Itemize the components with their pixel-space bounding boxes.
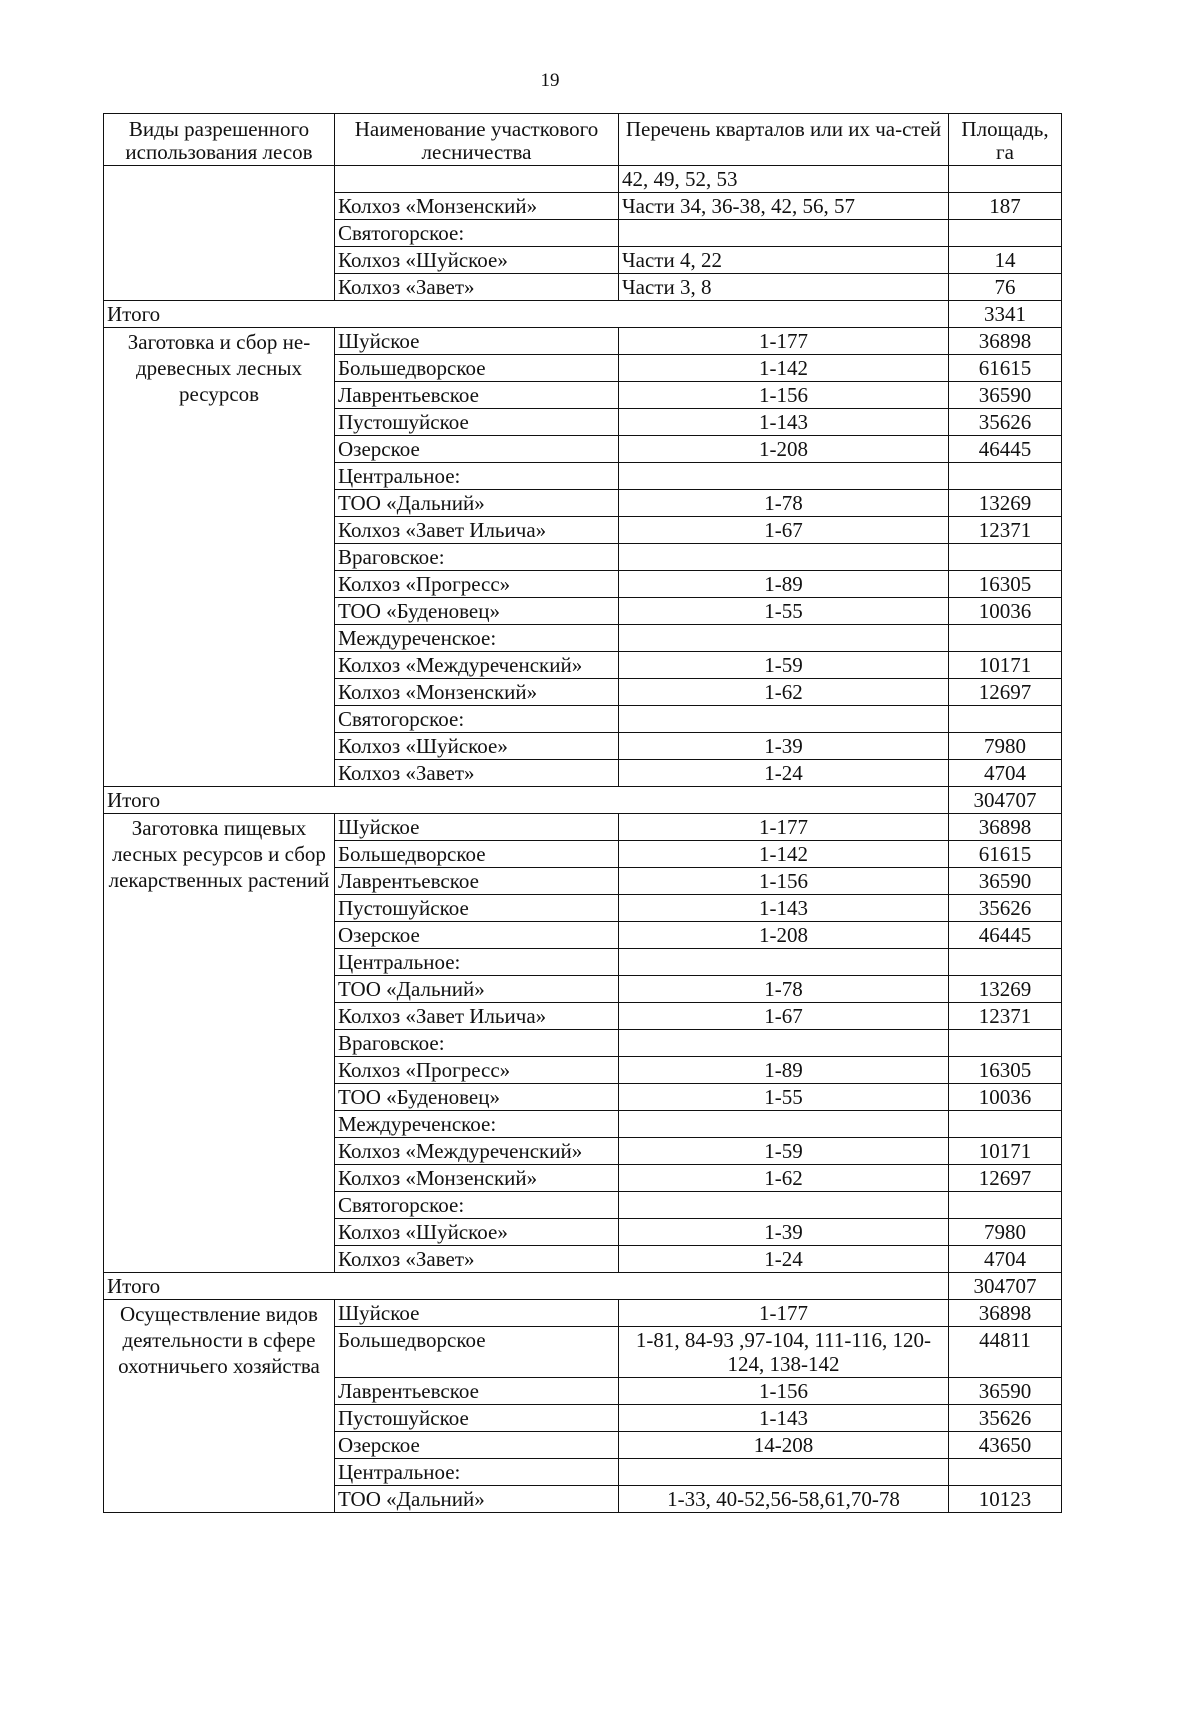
table-row: [104, 328, 1062, 355]
area-cell: [949, 166, 1062, 193]
forestry-cell: Колхоз «Монзенский»: [335, 193, 619, 220]
area-cell: 12697: [949, 679, 1062, 706]
area-cell: 35626: [949, 409, 1062, 436]
forestry-cell: Междуреченское:: [335, 625, 619, 652]
forestry-cell: Пустошуйское: [335, 1405, 619, 1432]
forestry-cell: Враговское:: [335, 544, 619, 571]
quarters-cell: 1-208: [619, 436, 949, 463]
total-value: 304707: [949, 787, 1062, 814]
quarters-cell: 1-89: [619, 1057, 949, 1084]
total-value: 304707: [949, 1273, 1062, 1300]
quarters-cell: 1-177: [619, 814, 949, 841]
forestry-cell: [335, 166, 619, 193]
forestry-cell: ТОО «Дальний»: [335, 490, 619, 517]
quarters-cell: [619, 544, 949, 571]
use-cell-continued: [104, 166, 335, 301]
table-header-row: [104, 114, 1062, 166]
area-cell: 4704: [949, 1246, 1062, 1273]
forestry-cell: Междуреченское:: [335, 1111, 619, 1138]
quarters-cell: [619, 949, 949, 976]
quarters-cell: 1-67: [619, 1003, 949, 1030]
use-cell: Заготовка пищевых лесных ресурсов и сбор лекарственных растений: [104, 814, 335, 1273]
area-cell: [949, 706, 1062, 733]
quarters-cell: 1-143: [619, 895, 949, 922]
forestry-cell: ТОО «Дальний»: [335, 1486, 619, 1513]
quarters-cell: 1-156: [619, 382, 949, 409]
quarters-cell: 1-156: [619, 1378, 949, 1405]
area-cell: 46445: [949, 436, 1062, 463]
area-cell: 61615: [949, 355, 1062, 382]
forestry-cell: Пустошуйское: [335, 895, 619, 922]
area-cell: 10171: [949, 1138, 1062, 1165]
area-cell: [949, 1030, 1062, 1057]
quarters-cell: 1-177: [619, 328, 949, 355]
forestry-cell: Большедворское: [335, 355, 619, 382]
quarters-cell: 1-142: [619, 841, 949, 868]
area-cell: 36590: [949, 1378, 1062, 1405]
area-cell: [949, 1111, 1062, 1138]
area-cell: [949, 544, 1062, 571]
forestry-cell: Лаврентьевское: [335, 1378, 619, 1405]
forestry-cell: Святогорское:: [335, 706, 619, 733]
forestry-cell: Колхоз «Междуреченский»: [335, 652, 619, 679]
forestry-cell: Колхоз «Завет»: [335, 1246, 619, 1273]
forestry-cell: ТОО «Дальний»: [335, 976, 619, 1003]
quarters-cell: 1-208: [619, 922, 949, 949]
forestry-cell: Колхоз «Шуйское»: [335, 247, 619, 274]
quarters-cell: 1-89: [619, 571, 949, 598]
quarters-cell: 1-59: [619, 652, 949, 679]
forestry-cell: Центральное:: [335, 1459, 619, 1486]
area-cell: 16305: [949, 1057, 1062, 1084]
quarters-cell: 1-24: [619, 1246, 949, 1273]
quarters-cell: 1-24: [619, 760, 949, 787]
header-forestry: Наименование участкового лесничества: [335, 114, 619, 166]
table-row: [104, 166, 1062, 193]
quarters-cell: [619, 220, 949, 247]
area-cell: 7980: [949, 1219, 1062, 1246]
forestry-cell: Колхоз «Завет Ильича»: [335, 517, 619, 544]
area-cell: 13269: [949, 490, 1062, 517]
forestry-cell: ТОО «Буденовец»: [335, 598, 619, 625]
total-label: Итого: [104, 787, 949, 814]
quarters-cell: 1-177: [619, 1300, 949, 1327]
area-cell: [949, 1192, 1062, 1219]
area-cell: 36590: [949, 382, 1062, 409]
forestry-cell: Колхоз «Завет»: [335, 760, 619, 787]
total-row: [104, 1273, 1062, 1300]
area-cell: 43650: [949, 1432, 1062, 1459]
quarters-cell: 1-156: [619, 868, 949, 895]
header-quarters: Перечень кварталов или их ча-стей: [619, 114, 949, 166]
area-cell: 36898: [949, 328, 1062, 355]
quarters-cell: [619, 1459, 949, 1486]
area-cell: 61615: [949, 841, 1062, 868]
forestry-cell: Святогорское:: [335, 220, 619, 247]
forestry-cell: Озерское: [335, 922, 619, 949]
quarters-cell: Части 34, 36-38, 42, 56, 57: [619, 193, 949, 220]
quarters-cell: 1-39: [619, 733, 949, 760]
forestry-cell: Колхоз «Шуйское»: [335, 733, 619, 760]
quarters-cell: 1-78: [619, 490, 949, 517]
quarters-cell: Части 3, 8: [619, 274, 949, 301]
forestry-cell: Центральное:: [335, 949, 619, 976]
forestry-cell: Колхоз «Завет»: [335, 274, 619, 301]
area-cell: 36898: [949, 814, 1062, 841]
area-cell: 16305: [949, 571, 1062, 598]
quarters-cell: 1-59: [619, 1138, 949, 1165]
page-number: 19: [540, 70, 560, 91]
area-cell: 12371: [949, 1003, 1062, 1030]
area-cell: 4704: [949, 760, 1062, 787]
quarters-cell: 42, 49, 52, 53: [619, 166, 949, 193]
forestry-cell: Враговское:: [335, 1030, 619, 1057]
total-label: Итого: [104, 1273, 949, 1300]
forestry-cell: Лаврентьевское: [335, 868, 619, 895]
area-cell: 10123: [949, 1486, 1062, 1513]
area-cell: [949, 463, 1062, 490]
forestry-cell: Большедворское: [335, 1327, 619, 1378]
forestry-cell: Колхоз «Завет Ильича»: [335, 1003, 619, 1030]
quarters-cell: [619, 625, 949, 652]
quarters-cell: [619, 1111, 949, 1138]
area-cell: 10036: [949, 598, 1062, 625]
area-cell: 7980: [949, 733, 1062, 760]
quarters-cell: [619, 463, 949, 490]
total-value: 3341: [949, 301, 1062, 328]
quarters-cell: 1-78: [619, 976, 949, 1003]
total-row: [104, 301, 1062, 328]
area-cell: 36898: [949, 1300, 1062, 1327]
forestry-cell: Колхоз «Шуйское»: [335, 1219, 619, 1246]
table-row: [104, 1300, 1062, 1327]
quarters-cell: 1-55: [619, 1084, 949, 1111]
area-cell: 36590: [949, 868, 1062, 895]
forestry-cell: Озерское: [335, 1432, 619, 1459]
forestry-cell: Колхоз «Прогресс»: [335, 1057, 619, 1084]
forestry-cell: Шуйское: [335, 328, 619, 355]
quarters-cell: [619, 706, 949, 733]
quarters-cell: 1-67: [619, 517, 949, 544]
area-cell: 44811: [949, 1327, 1062, 1378]
header-area: Площадь, га: [949, 114, 1062, 166]
area-cell: [949, 220, 1062, 247]
area-cell: [949, 625, 1062, 652]
area-cell: 35626: [949, 1405, 1062, 1432]
quarters-cell: 1-55: [619, 598, 949, 625]
use-cell: Осуществление видов деятельности в сфере охотничьего хозяйства: [104, 1300, 335, 1513]
quarters-cell: 1-39: [619, 1219, 949, 1246]
quarters-cell: Части 4, 22: [619, 247, 949, 274]
table-row: [104, 814, 1062, 841]
forestry-cell: Святогорское:: [335, 1192, 619, 1219]
total-label: Итого: [104, 301, 949, 328]
quarters-cell: 1-143: [619, 1405, 949, 1432]
forestry-cell: Лаврентьевское: [335, 382, 619, 409]
area-cell: 76: [949, 274, 1062, 301]
use-cell: Заготовка и сбор не-древесных лесных ресурсов: [104, 328, 335, 787]
forestry-cell: Центральное:: [335, 463, 619, 490]
quarters-cell: 1-62: [619, 1165, 949, 1192]
total-row: [104, 787, 1062, 814]
forestry-cell: Шуйское: [335, 814, 619, 841]
forestry-cell: Большедворское: [335, 841, 619, 868]
area-cell: 13269: [949, 976, 1062, 1003]
forest-use-table: [103, 113, 1062, 1513]
area-cell: 12371: [949, 517, 1062, 544]
forestry-cell: Озерское: [335, 436, 619, 463]
area-cell: [949, 1459, 1062, 1486]
area-cell: 14: [949, 247, 1062, 274]
area-cell: 35626: [949, 895, 1062, 922]
quarters-cell: 1-81, 84-93 ,97-104, 111-116, 120-124, 138-142: [619, 1327, 949, 1378]
area-cell: 46445: [949, 922, 1062, 949]
area-cell: [949, 949, 1062, 976]
area-cell: 10036: [949, 1084, 1062, 1111]
quarters-cell: 1-143: [619, 409, 949, 436]
forestry-cell: Шуйское: [335, 1300, 619, 1327]
area-cell: 187: [949, 193, 1062, 220]
forestry-cell: Колхоз «Прогресс»: [335, 571, 619, 598]
area-cell: 10171: [949, 652, 1062, 679]
quarters-cell: 1-142: [619, 355, 949, 382]
quarters-cell: 14-208: [619, 1432, 949, 1459]
header-use: Виды разрешенного использования лесов: [104, 114, 335, 166]
forestry-cell: ТОО «Буденовец»: [335, 1084, 619, 1111]
area-cell: 12697: [949, 1165, 1062, 1192]
forestry-cell: Пустошуйское: [335, 409, 619, 436]
forestry-cell: Колхоз «Монзенский»: [335, 679, 619, 706]
quarters-cell: 1-33, 40-52,56-58,61,70-78: [619, 1486, 949, 1513]
forestry-cell: Колхоз «Междуреченский»: [335, 1138, 619, 1165]
quarters-cell: [619, 1192, 949, 1219]
quarters-cell: [619, 1030, 949, 1057]
quarters-cell: 1-62: [619, 679, 949, 706]
forestry-cell: Колхоз «Монзенский»: [335, 1165, 619, 1192]
